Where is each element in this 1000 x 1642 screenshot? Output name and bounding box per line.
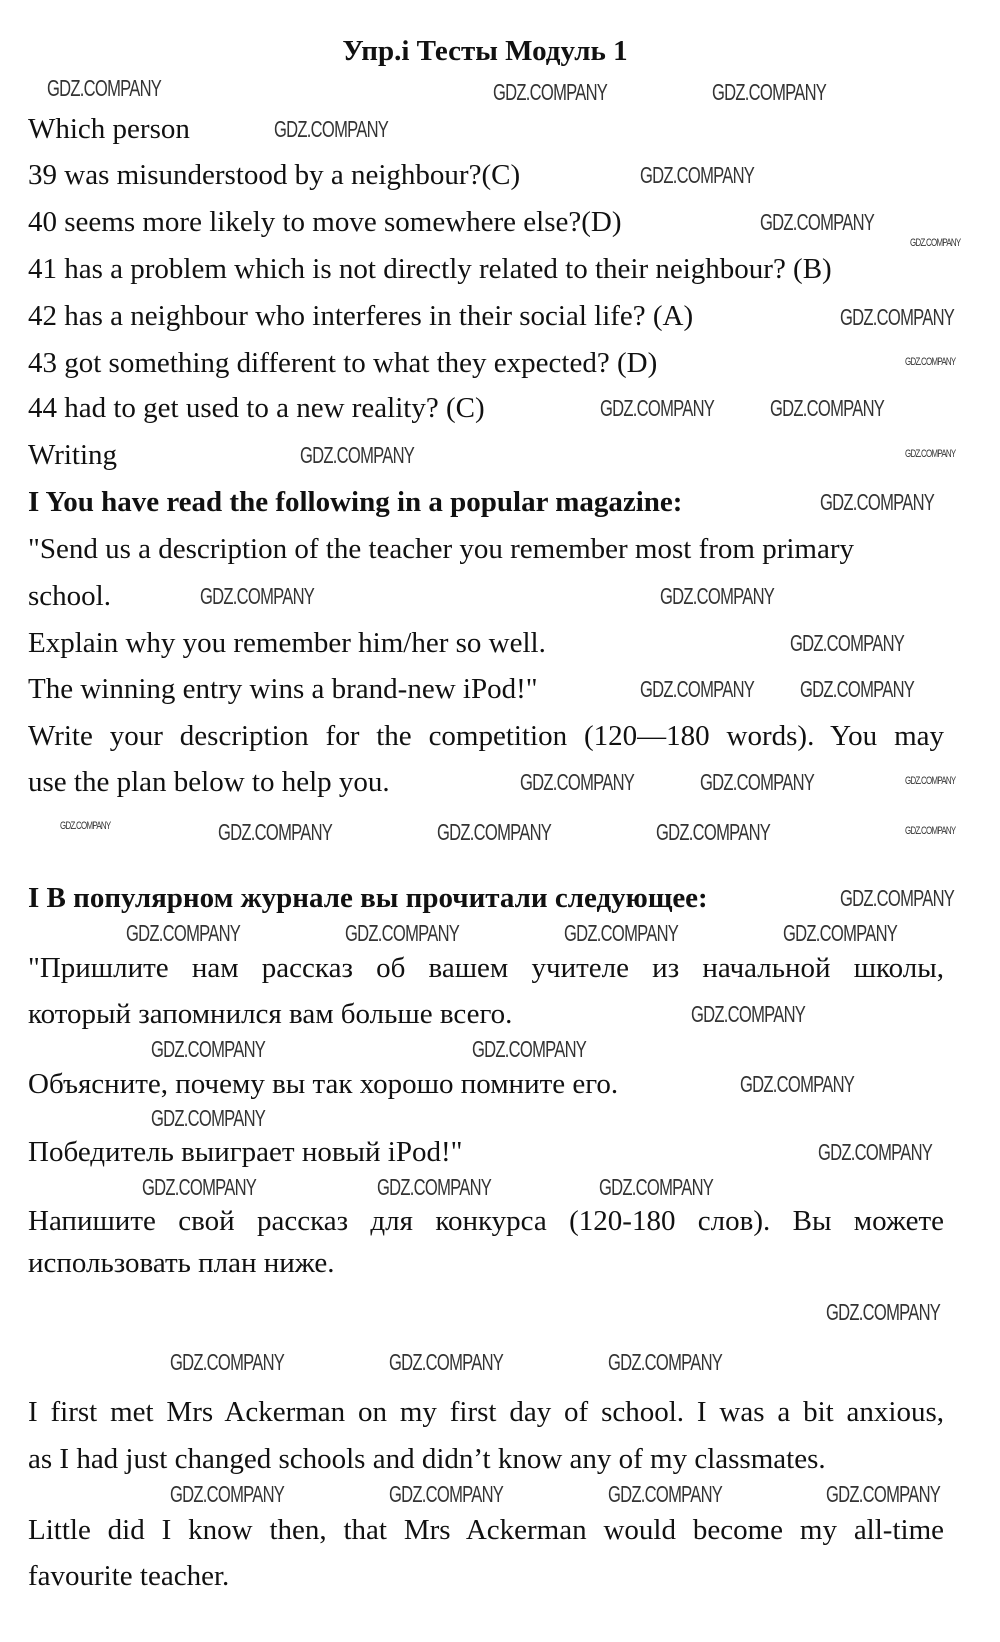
task-en-line: "Send us a description of the teacher you remember most from primary [28,533,855,565]
watermark: GDZ.COMPANY [640,676,755,702]
watermark: GDZ.COMPANY [170,1481,285,1507]
question-42: 42 has a neighbour who interferes in their social life? (A) [28,300,694,332]
watermark: GDZ.COMPANY [640,162,755,188]
task-ru-heading: I В популярном журнале вы прочитали следующее: [28,882,708,914]
answer-line: favourite teacher. [28,1560,230,1592]
task-ru-line: который запомнился вам больше всего. [28,998,513,1030]
task-ru-line: Напишите свой рассказ для конкурса (120-180 слов). Вы можете [28,1205,944,1237]
watermark: GDZ.COMPANY [905,356,956,368]
watermark: GDZ.COMPANY [377,1174,492,1200]
watermark: GDZ.COMPANY [826,1481,941,1507]
watermark: GDZ.COMPANY [60,820,111,832]
watermark: GDZ.COMPANY [910,237,961,249]
watermark: GDZ.COMPANY [200,583,315,609]
watermark: GDZ.COMPANY [608,1349,723,1375]
task-en-line: use the plan below to help you. [28,766,390,798]
task-en-heading: I You have read the following in a popular magazine: [28,486,683,518]
question-40: 40 seems more likely to move somewhere else?(D) [28,206,622,238]
watermark: GDZ.COMPANY [770,395,885,421]
watermark: GDZ.COMPANY [345,920,460,946]
watermark: GDZ.COMPANY [820,489,935,515]
watermark: GDZ.COMPANY [760,209,875,235]
watermark: GDZ.COMPANY [142,1174,257,1200]
watermark: GDZ.COMPANY [599,1174,714,1200]
task-en-line: Write your description for the competition (120—180 words). You may [28,720,944,752]
watermark: GDZ.COMPANY [740,1071,855,1097]
watermark: GDZ.COMPANY [151,1036,266,1062]
watermark: GDZ.COMPANY [493,79,608,105]
watermark: GDZ.COMPANY [389,1481,504,1507]
writing-heading: Writing [28,439,118,471]
watermark: GDZ.COMPANY [520,769,635,795]
watermark: GDZ.COMPANY [905,775,956,787]
watermark: GDZ.COMPANY [826,1299,941,1325]
question-44: 44 had to get used to a new reality? (C) [28,392,485,424]
watermark: GDZ.COMPANY [905,825,956,837]
watermark: GDZ.COMPANY [818,1139,933,1165]
questions-intro: Which person [28,113,190,145]
question-39: 39 was misunderstood by a neighbour?(C) [28,159,521,191]
watermark: GDZ.COMPANY [712,79,827,105]
watermark: GDZ.COMPANY [905,448,956,460]
question-43: 43 got something different to what they expected? (D) [28,347,658,379]
watermark: GDZ.COMPANY [656,819,771,845]
watermark: GDZ.COMPANY [472,1036,587,1062]
page-title: Упр.і Тесты Модуль 1 [342,35,628,67]
task-ru-line: использовать план ниже. [28,1247,335,1279]
watermark: GDZ.COMPANY [564,920,679,946]
question-41: 41 has a problem which is not directly related to their neighbour? (B) [28,253,832,285]
watermark: GDZ.COMPANY [47,75,162,101]
watermark: GDZ.COMPANY [126,920,241,946]
watermark: GDZ.COMPANY [660,583,775,609]
watermark: GDZ.COMPANY [700,769,815,795]
watermark: GDZ.COMPANY [608,1481,723,1507]
task-en-line: The winning entry wins a brand-new iPod!" [28,673,538,705]
task-en-line: Explain why you remember him/her so well. [28,627,546,659]
answer-line: Little did I know then, that Mrs Ackerman would become my all-time [28,1514,944,1546]
watermark: GDZ.COMPANY [790,630,905,656]
watermark: GDZ.COMPANY [840,304,955,330]
watermark: GDZ.COMPANY [800,676,915,702]
watermark: GDZ.COMPANY [389,1349,504,1375]
task-ru-line: Объясните, почему вы так хорошо помните его. [28,1068,619,1100]
task-en-line: school. [28,580,111,612]
watermark: GDZ.COMPANY [218,819,333,845]
task-ru-line: "Пришлите нам рассказ об вашем учителе из начальной школы, [28,952,944,984]
watermark: GDZ.COMPANY [691,1001,806,1027]
watermark: GDZ.COMPANY [151,1105,266,1131]
watermark: GDZ.COMPANY [300,442,415,468]
watermark: GDZ.COMPANY [274,116,389,142]
watermark: GDZ.COMPANY [170,1349,285,1375]
watermark: GDZ.COMPANY [437,819,552,845]
watermark: GDZ.COMPANY [600,395,715,421]
task-ru-line: Победитель выиграет новый iPod!" [28,1136,463,1168]
answer-line: I first met Mrs Ackerman on my first day of school. I was a bit anxious, [28,1396,944,1428]
answer-line: as I had just changed schools and didn’t know any of my classmates. [28,1443,826,1475]
watermark: GDZ.COMPANY [840,885,955,911]
watermark: GDZ.COMPANY [783,920,898,946]
